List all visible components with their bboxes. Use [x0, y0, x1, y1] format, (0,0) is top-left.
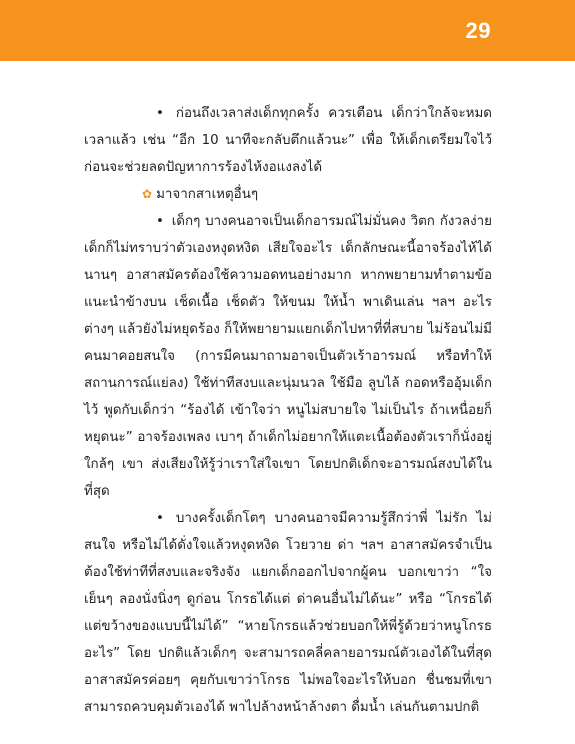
bullet-icon: •: [156, 106, 164, 121]
page-number: 29: [465, 18, 491, 43]
paragraph-2: [84, 208, 492, 505]
paragraph-3: [84, 505, 492, 721]
flower-icon: ✿: [142, 187, 153, 201]
paragraph-1-text: ก่อนถึงเวลาส่งเด็กทุกครั้ง ควรเตือน เด็กว่าใกล้จะหมดเวลาแล้ว เช่น “อีก 10 นาทีจะกลับตึกแล้วนะ” เพื่อ ให้เด็กเตรียมใจไว้ก่อนจะช่วยลดปัญหาการร้องไห้งอแงลงได้: [84, 106, 492, 175]
document-body: [84, 100, 492, 721]
sub-heading-text: มาจากสาเหตุอื่นๆ: [156, 187, 259, 202]
bullet-icon: •: [156, 214, 164, 229]
page-header-band: [0, 0, 575, 61]
paragraph-1: [84, 100, 492, 181]
paragraph-3-text: บางครั้งเด็กโตๆ บางคนอาจมีความรู้สึกว่าพี่ ไม่รัก ไม่สนใจ หรือไม่ได้ดั่งใจแล้วหงุดหงิด โวยวาย ด่า ฯลฯ อาสาสมัครจำเป็นต้องใช้ท่าทีที่สงบและจริงจัง แยกเด็กออกไปจากผู้คน บอกเขาว่า “ใจเย็นๆ ลองนั่งนิ่งๆ ดูก่อน โกรธได้แต่ ด่าคนอื่นไม่ได้นะ” หรือ “โกรธได้แต่ขว้างของแบบนี้ไม่ได้” “หายโกรธแล้วช่วยบอกให้พี่รู้ด้วยว่าหนูโกรธอะไร” โดย ปกติแล้วเด็กๆ จะสามารถคลี่คลายอารมณ์ตัวเองได้ในที่สุด อาสาสมัครค่อยๆ คุยกับเขาว่าโกรธ ไม่พอใจอะไรให้บอก ชื่นชมที่เขาสามารถควบคุมตัวเองได้ พาไปล้างหน้าล้างตา ดื่มน้ำ เล่นกันตามปกติ: [84, 511, 492, 715]
bullet-icon: •: [156, 511, 164, 526]
paragraph-2-text: เด็กๆ บางคนอาจเป็นเด็กอารมณ์ไม่มั่นคง วิตก กังวลง่ายเด็กก็ไม่ทราบว่าตัวเองหงุดหงิด เสียใจอะไร เด็กลักษณะนี้อาจร้องไห้ได้นานๆ อาสาสมัครต้องใช้ความอดทนอย่างมาก หากพยายามทำตามข้อแนะนำข้างบน เช็ดเนื้อ เช็ดตัว ให้ขนม ให้น้ำ พาเดินเล่น ฯลฯ อะไรต่างๆ แล้วยังไม่หยุดร้อง ก็ให้พยายามแยกเด็กไปหาที่ที่สบาย ไม่ร้อนไม่มีคนมาคอยสนใจ (การมีคนมาถามอาจเป็นตัวเร้าอารมณ์ หรือทำให้สถานการณ์แย่ลง) ใช้ท่าทีสงบและนุ่มนวล ใช้มือ ลูบไล้ กอดหรืออุ้มเด็กไว้ พูดกับเด็กว่า “ร้องได้ เข้าใจว่า หนูไม่สบายใจ ไม่เป็นไร ถ้าเหนื่อยก็หยุดนะ” อาจร้องเพลง เบาๆ ถ้าเด็กไม่อยากให้แตะเนื้อต้องตัวเราก็นั่งอยู่ใกล้ๆ เขา ส่งเสียงให้รู้ว่าเราใส่ใจเขา โดยปกติเด็กจะอารมณ์สงบได้ในที่สุด: [84, 214, 492, 499]
sub-heading: [84, 181, 492, 208]
